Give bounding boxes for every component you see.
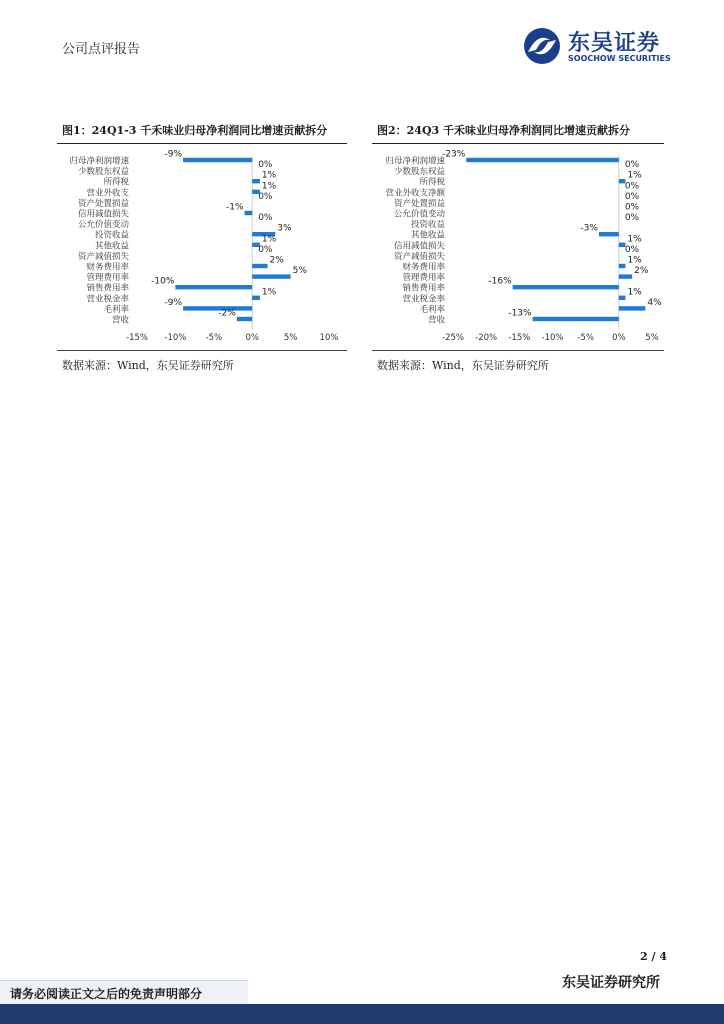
- category-label: 销售费用率: [86, 283, 129, 294]
- data-label: -3%: [580, 223, 598, 234]
- data-label: 2%: [634, 266, 649, 277]
- x-tick-label: -20%: [475, 333, 498, 343]
- figure-2-title: 图2：24Q3 千禾味业归母净利润同比增速贡献拆分: [377, 124, 631, 137]
- company-logo: [520, 26, 680, 66]
- category-label: 营业税金率: [402, 294, 445, 305]
- data-label: 0%: [258, 160, 273, 171]
- x-tick-label: 0%: [612, 333, 626, 343]
- category-label: 资产减值损失: [77, 251, 129, 262]
- bar: [175, 285, 252, 289]
- disclaimer-text: 请务必阅读正文之后的免责声明部分: [10, 987, 203, 1001]
- figure-1-chart: [57, 148, 349, 348]
- category-label: 公允价值变动: [393, 209, 445, 220]
- category-label: 所得税: [419, 177, 445, 188]
- x-tick-label: 10%: [319, 333, 339, 343]
- data-label: 1%: [627, 170, 642, 181]
- category-label: 公允价值变动: [77, 220, 129, 231]
- data-label: 0%: [624, 202, 640, 213]
- category-label: 营业外收支净额: [385, 188, 445, 199]
- x-tick-label: -25%: [442, 333, 464, 343]
- bar: [252, 264, 267, 268]
- category-label: 少数股东权益: [393, 167, 445, 178]
- data-label: 1%: [261, 287, 277, 298]
- figure-1-top-rule: [57, 143, 347, 144]
- x-tick-label: -15%: [126, 333, 148, 343]
- category-label: 归母净利润增速: [69, 156, 129, 167]
- x-tick-label: 5%: [645, 333, 659, 343]
- category-label: 资产处置损益: [77, 198, 129, 209]
- category-label: 投资收益: [410, 220, 445, 231]
- data-label: 0%: [624, 213, 640, 224]
- category-label: 归母净利润增速: [385, 156, 445, 167]
- category-label: 营业税金率: [86, 294, 129, 305]
- category-label: 毛利率: [419, 304, 445, 315]
- bar: [237, 317, 252, 321]
- data-label: 0%: [258, 213, 273, 224]
- data-label: -1%: [225, 202, 244, 213]
- category-label: 管理费用率: [402, 273, 445, 284]
- data-label: 1%: [261, 181, 277, 192]
- bar: [183, 158, 252, 162]
- figure-1-title: 图1：24Q1-3 千禾味业归母净利润同比增速贡献拆分: [62, 124, 328, 137]
- data-label: 5%: [292, 266, 307, 277]
- category-label: 销售费用率: [402, 283, 445, 294]
- bar: [619, 264, 626, 268]
- category-label: 资产减值损失: [393, 251, 445, 262]
- x-tick-label: -15%: [508, 333, 531, 343]
- category-label: 管理费用率: [86, 273, 129, 284]
- figure-2-source: 数据来源：Wind，东吴证券研究所: [377, 359, 549, 372]
- bar: [599, 232, 619, 236]
- data-label: 1%: [261, 234, 277, 245]
- data-label: -2%: [218, 308, 236, 319]
- header-section-label: 公司点评报告: [62, 42, 141, 57]
- data-label: 1%: [627, 255, 642, 266]
- data-label: 0%: [624, 191, 640, 202]
- data-label: 4%: [647, 297, 662, 308]
- bar: [513, 285, 619, 289]
- data-label: 1%: [627, 234, 642, 245]
- data-label: 0%: [258, 191, 273, 202]
- data-label: 0%: [624, 181, 640, 192]
- data-label: -16%: [488, 276, 512, 287]
- category-label: 营收: [111, 315, 129, 326]
- footer-org-name: 东吴证券研究所: [562, 975, 660, 991]
- x-tick-label: -10%: [164, 333, 187, 343]
- figure-2-bottom-rule: [372, 350, 664, 351]
- category-label: 其他收益: [410, 230, 445, 241]
- category-label: 投资收益: [94, 230, 129, 241]
- bar: [619, 306, 646, 310]
- data-label: -9%: [164, 297, 183, 308]
- category-label: 营业外收支: [86, 188, 129, 199]
- category-label: 营收: [427, 315, 445, 326]
- logo-english: SOOCHOW SECURITIES: [568, 54, 671, 63]
- category-label: 其他收益: [94, 241, 129, 252]
- bar: [619, 296, 626, 300]
- data-label: -9%: [164, 149, 183, 160]
- category-label: 财务费用率: [86, 262, 129, 273]
- data-label: 0%: [258, 244, 273, 255]
- data-label: 1%: [627, 287, 642, 298]
- data-label: -10%: [151, 276, 175, 287]
- category-label: 毛利率: [103, 304, 129, 315]
- x-tick-label: 0%: [245, 333, 259, 343]
- bar: [252, 179, 260, 183]
- data-label: -13%: [508, 308, 532, 319]
- category-label: 资产处置损益: [393, 198, 445, 209]
- bar: [252, 296, 260, 300]
- x-tick-label: -5%: [577, 333, 594, 343]
- data-label: 0%: [624, 244, 640, 255]
- bar: [619, 274, 632, 278]
- data-label: 3%: [277, 223, 292, 234]
- category-label: 所得税: [103, 177, 129, 188]
- x-tick-label: -10%: [541, 333, 564, 343]
- data-label: 2%: [269, 255, 284, 266]
- figure-1-bottom-rule: [57, 350, 347, 351]
- data-label: 0%: [624, 160, 640, 171]
- logo-name: 东吴证券: [568, 31, 661, 56]
- category-label: 信用减值损失: [393, 241, 445, 252]
- x-tick-label: -5%: [205, 333, 223, 343]
- data-label: 1%: [261, 170, 277, 181]
- footer-bar: [0, 1004, 724, 1024]
- logo-mark-icon: [520, 26, 564, 66]
- bar: [533, 317, 619, 321]
- bar: [252, 274, 290, 278]
- figure-1-source: 数据来源：Wind，东吴证券研究所: [62, 359, 234, 372]
- category-label: 少数股东权益: [77, 167, 129, 178]
- bar: [466, 158, 619, 162]
- category-label: 财务费用率: [402, 262, 445, 273]
- data-label: -23%: [442, 149, 466, 160]
- figure-2-top-rule: [372, 143, 664, 144]
- figure-2-chart: [372, 148, 666, 348]
- category-label: 信用减值损失: [77, 209, 129, 220]
- x-tick-label: 5%: [283, 333, 298, 343]
- page-number: 2 / 4: [640, 950, 667, 963]
- bar: [245, 211, 253, 215]
